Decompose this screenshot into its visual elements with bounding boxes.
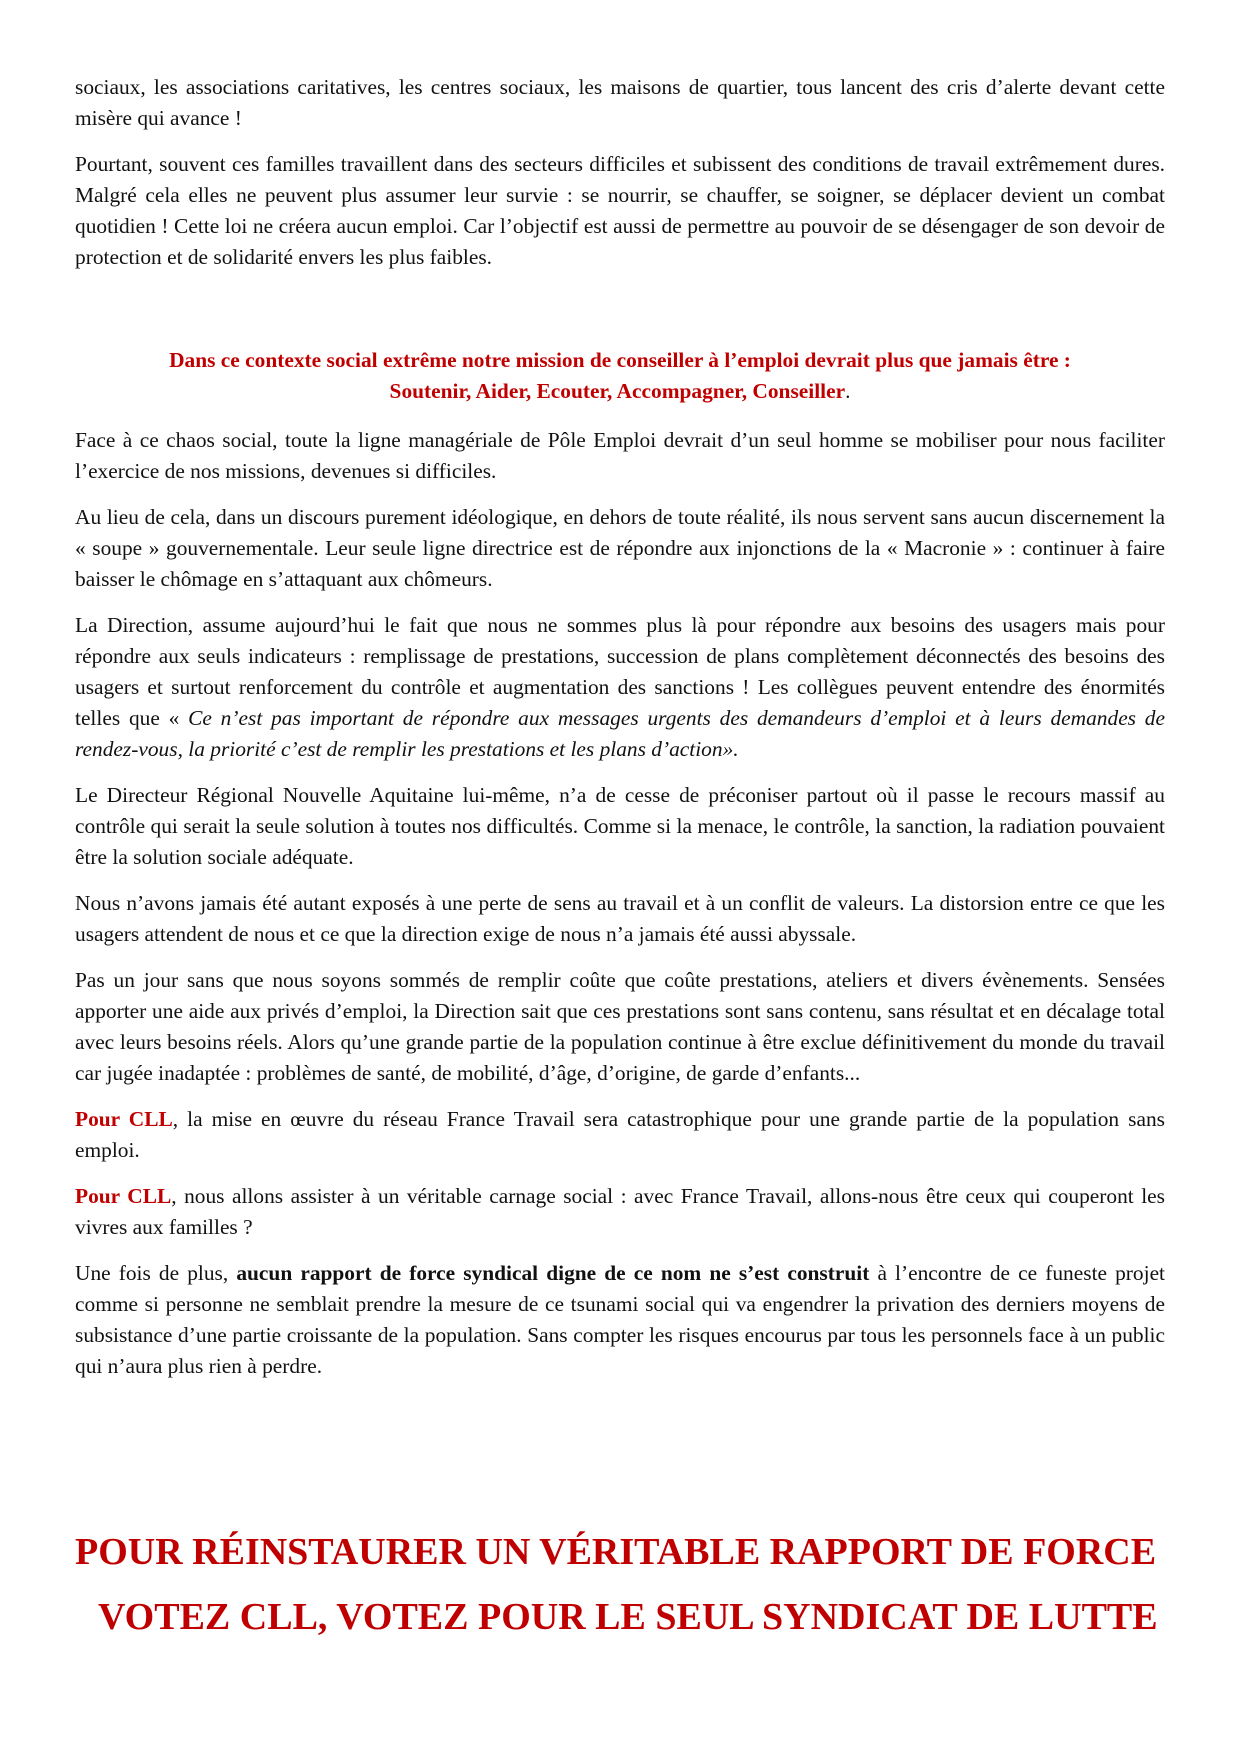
- paragraph-cll-carnage-text: , nous allons assister à un véritable carnage social : avec France Travail, allons-nous être ceux qui couperont les vivres aux familles ?: [75, 1184, 1165, 1239]
- paragraph-no-force: [75, 1258, 1165, 1382]
- paragraph-cll-catastrophic: [75, 1104, 1165, 1166]
- document-body: [75, 72, 1165, 1397]
- highlight-line-1: Dans ce contexte social extrême notre mission de conseiller à l’emploi devrait plus que jamais être :: [169, 348, 1071, 372]
- paragraph-no-force-start: Une fois de plus,: [75, 1261, 237, 1285]
- pour-cll-label: Pour CLL: [75, 1184, 172, 1208]
- paragraph-cll-carnage: [75, 1181, 1165, 1243]
- paragraph-no-force-bold: aucun rapport de force syndical digne de ce nom ne s’est construit: [236, 1261, 870, 1285]
- highlight-verbs: Soutenir, Aider, Ecouter, Accompagner, Conseiller: [389, 379, 846, 403]
- quote-priority: Ce n’est pas important de répondre aux messages urgents des demandeurs d’emploi et à leurs demandes de rendez-vous, la priorité c’est de remplir les prestations et les plans d’action».: [75, 706, 1165, 761]
- paragraph-no-force-rest: à l’encontre de ce funeste projet comme si personne ne semblait prendre la mesure de ce tsunami social qui va engendrer la privation des derniers moyens de subsistance d’une partie croissante de la population. Sans compter les risques encourus par tous les personnels face à un public qui n’aura plus rien à perdre.: [75, 1261, 1166, 1378]
- paragraph-cll-catastrophic-text: , la mise en œuvre du réseau France Travail sera catastrophique pour une grande partie de la population sans emploi.: [75, 1107, 1165, 1162]
- highlight-period: .: [845, 379, 851, 403]
- paragraph-prestations: Pas un jour sans que nous soyons sommés de remplir coûte que coûte prestations, ateliers et divers évènements. Sensées apporter une aide aux privés d’emploi, la Direction sait que ces prestations sont sans contenu, sans résultat et en décalage total avec leurs besoins réels. Alors qu’une grande partie de la population continue à être exclue définitivement du monde du travail car jugée inadaptée : problèmes de santé, de mobilité, d’âge, d’origine, de garde d’enfants...: [75, 968, 1165, 1085]
- paragraph-regional-director: Le Directeur Régional Nouvelle Aquitaine lui-même, n’a de cesse de préconiser partout où il passe le recours massif au contrôle qui serait la seule solution à toutes nos difficultés. Comme si la menace, le contrôle, la sanction, la radiation pouvaient être la solution sociale adéquate.: [75, 783, 1165, 869]
- paragraph-ideological-discourse: Au lieu de cela, dans un discours purement idéologique, en dehors de toute réalité, ils nous servent sans aucun discernement la « soupe » gouvernementale. Leur seule ligne directrice est de répondre aux injonctions de la « Macronie » : continuer à faire baisser le chômage en s’attaquant aux chômeurs.: [75, 505, 1165, 591]
- paragraph-working-families: Pourtant, souvent ces familles travaillent dans des secteurs difficiles et subissent des conditions de travail extrêmement dures. Malgré cela elles ne peuvent plus assumer leur survie : se nourrir, se chauffer, se soigner, se déplacer devient un combat quotidien ! Cette loi ne créera aucun emploi. Car l’objectif est aussi de permettre au pouvoir de se désengager de son devoir de protection et de solidarité envers les plus faibles.: [75, 152, 1165, 269]
- paragraph-social-alert: sociaux, les associations caritatives, les centres sociaux, les maisons de quartier, tous lancent des cris d’alerte devant cette misère qui avance !: [75, 75, 1165, 130]
- slogan-line-2: VOTEZ CLL, VOTEZ POUR LE SEUL SYNDICAT DE LUTTE: [98, 1596, 1158, 1638]
- paragraph-loss-of-meaning: Nous n’avons jamais été autant exposés à une perte de sens au travail et à un conflit de valeurs. La distorsion entre ce que les usagers attendent de nous et ce que la direction exige de nous n’a jamais été aussi abyssale.: [75, 891, 1165, 946]
- paragraph-managerial-line: Face à ce chaos social, toute la ligne managériale de Pôle Emploi devrait d’un seul homme se mobiliser pour nous faciliter l’exercice de nos missions, devenues si difficiles.: [75, 428, 1165, 483]
- paragraph-direction-indicators: [75, 610, 1165, 765]
- paragraph-direction-text: La Direction, assume aujourd’hui le fait que nous ne sommes plus là pour répondre aux besoins des usagers mais pour répondre aux seuls indicateurs : remplissage de prestations, succession de plans complètement déconnectés des besoins des usagers et surtout renforcement du contrôle et augmentation des sanctions ! Les collègues peuvent entendre des énormités telles que «: [75, 613, 1165, 730]
- pour-cll-label: Pour CLL: [75, 1107, 173, 1131]
- highlight-line-2: [75, 376, 1165, 407]
- highlight-mission-statement: [75, 345, 1165, 407]
- slogan-line-1: POUR RÉINSTAURER UN VÉRITABLE RAPPORT DE FORCE: [75, 1531, 1157, 1573]
